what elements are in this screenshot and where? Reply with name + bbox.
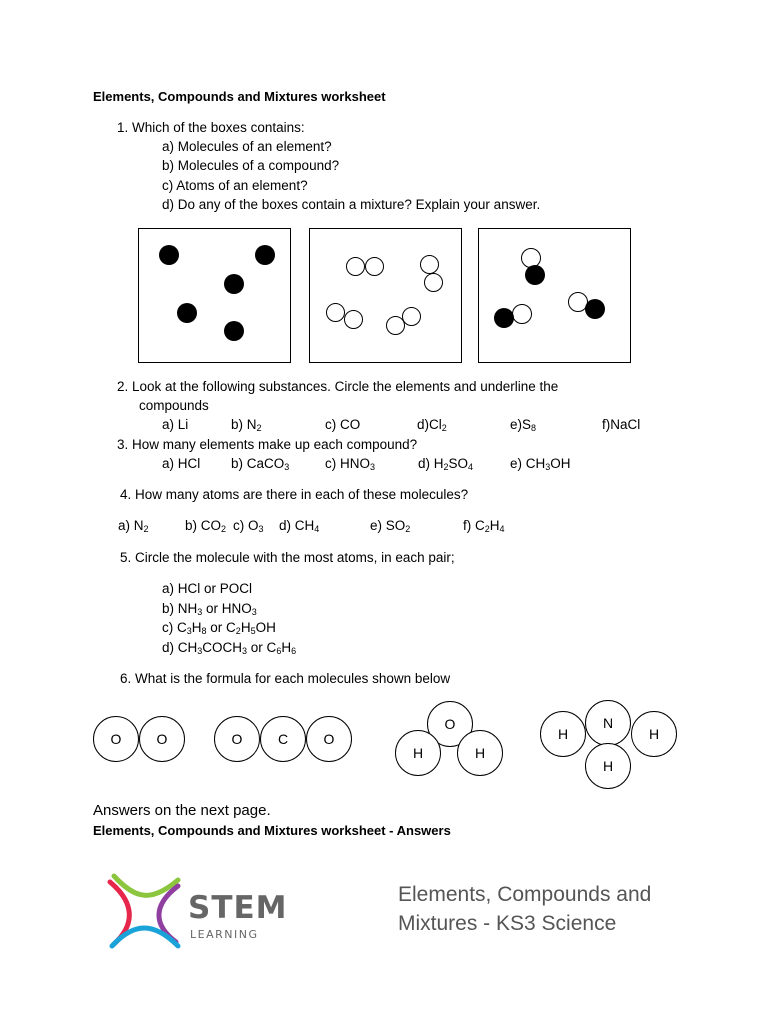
logo-main-text: STEM [188, 890, 288, 926]
open-atom [402, 307, 421, 326]
molecule-4-atom: N [585, 700, 631, 746]
filled-atom [177, 303, 197, 323]
q5-option-b: b) $NH_3$ or $HNO_3$ [162, 601, 257, 617]
q1-question: 1. Which of the boxes contains: [117, 120, 305, 135]
filled-atom [255, 245, 275, 265]
q5-option-a: a) HCl or POCl [162, 581, 253, 596]
q3-option-a: a) HCl [162, 456, 201, 471]
particle-box-2 [309, 228, 462, 363]
filled-atom [525, 265, 545, 285]
q4-option-e: e) $SO_2$ [370, 518, 411, 534]
particle-box-1 [138, 228, 291, 363]
footer-title-line-1: Elements, Compounds and [398, 883, 652, 906]
stem-x-mark-icon [104, 872, 184, 950]
molecule-2-atom: C [260, 716, 306, 762]
filled-atom [585, 299, 605, 319]
q4-question: 4. How many atoms are there in each of these molecules? [120, 487, 469, 502]
q3-option-d: d) $H_2SO_4$ [418, 456, 474, 472]
q4-option-a: a) $N_2$ [118, 518, 149, 534]
open-atom [420, 255, 439, 274]
q5-option-d: d) $CH_3COCH_3$ or $C_6H_6$ [162, 640, 297, 656]
q2-option-c: c) CO [325, 417, 361, 432]
q2-option-e: $e)S_8$ [510, 417, 537, 433]
q4-option-d: d) $CH_4$ [279, 518, 320, 534]
open-atom [512, 304, 532, 324]
open-atom [344, 310, 363, 329]
q2-option-f: f)NaCl [602, 417, 641, 432]
molecule-4-atom: H [585, 743, 631, 789]
molecule-4-atom: H [631, 711, 677, 757]
filled-atom [224, 274, 244, 294]
q4-option-c: c) $O_3$ [233, 518, 264, 534]
q1-option-b: b) Molecules of a compound? [162, 158, 340, 173]
q2-question-cont: compounds [139, 398, 209, 413]
molecule-2-atom: O [306, 716, 352, 762]
q2-option-d: $d)Cl_2$ [417, 417, 447, 433]
q3-option-b: b) CaCO$_3$ [231, 456, 290, 472]
q1-option-d: d) Do any of the boxes contain a mixture? Explain your answer. [162, 197, 541, 212]
q5-option-c: c) $C_3H_8$ or $C_2H_5OH$ [162, 620, 276, 636]
molecule-2-atom: O [214, 716, 260, 762]
open-atom [326, 303, 345, 322]
filled-atom [159, 245, 179, 265]
worksheet-title: Elements, Compounds and Mixtures worksheet [93, 89, 386, 104]
filled-atom [224, 321, 244, 341]
filled-atom [494, 308, 514, 328]
q4-option-b: b) $CO_2$ [185, 518, 227, 534]
q2-question: 2. Look at the following substances. Circle the elements and underline the [117, 379, 559, 394]
particle-box-3 [478, 228, 631, 363]
q6-question: 6. What is the formula for each molecules shown below [120, 671, 451, 686]
stem-learning-logo [104, 872, 288, 950]
molecule-3-atom: H [457, 730, 503, 776]
q3-option-e: e) $CH_3OH$ [510, 456, 571, 472]
q5-question: 5. Circle the molecule with the most atoms, in each pair; [120, 550, 455, 565]
q2-option-b: b) $N_2$ [231, 417, 262, 433]
open-atom [424, 273, 443, 292]
q1-option-c: c) Atoms of an element? [162, 178, 308, 193]
q2-option-a: a) Li [162, 417, 189, 432]
footer-title-line-2: Mixtures - KS3 Science [398, 912, 617, 935]
molecule-1-atom: O [93, 716, 139, 762]
molecule-4-atom: H [540, 711, 586, 757]
q3-option-c: c) $HNO_3$ [325, 456, 376, 472]
answers-note: Answers on the next page. [93, 802, 271, 819]
q4-option-f: f) $C_2H_4$ [463, 518, 505, 534]
logo-sub-text: LEARNING [190, 928, 259, 941]
molecule-3-atom: H [395, 730, 441, 776]
molecule-1-atom: O [139, 716, 185, 762]
open-atom [346, 257, 365, 276]
molecule-3-atom: O [427, 701, 473, 747]
answers-title: Elements, Compounds and Mixtures worksheet - Answers [93, 823, 451, 838]
q1-option-a: a) Molecules of an element? [162, 139, 332, 154]
open-atom [365, 257, 384, 276]
q3-question: 3. How many elements make up each compound? [117, 437, 418, 452]
